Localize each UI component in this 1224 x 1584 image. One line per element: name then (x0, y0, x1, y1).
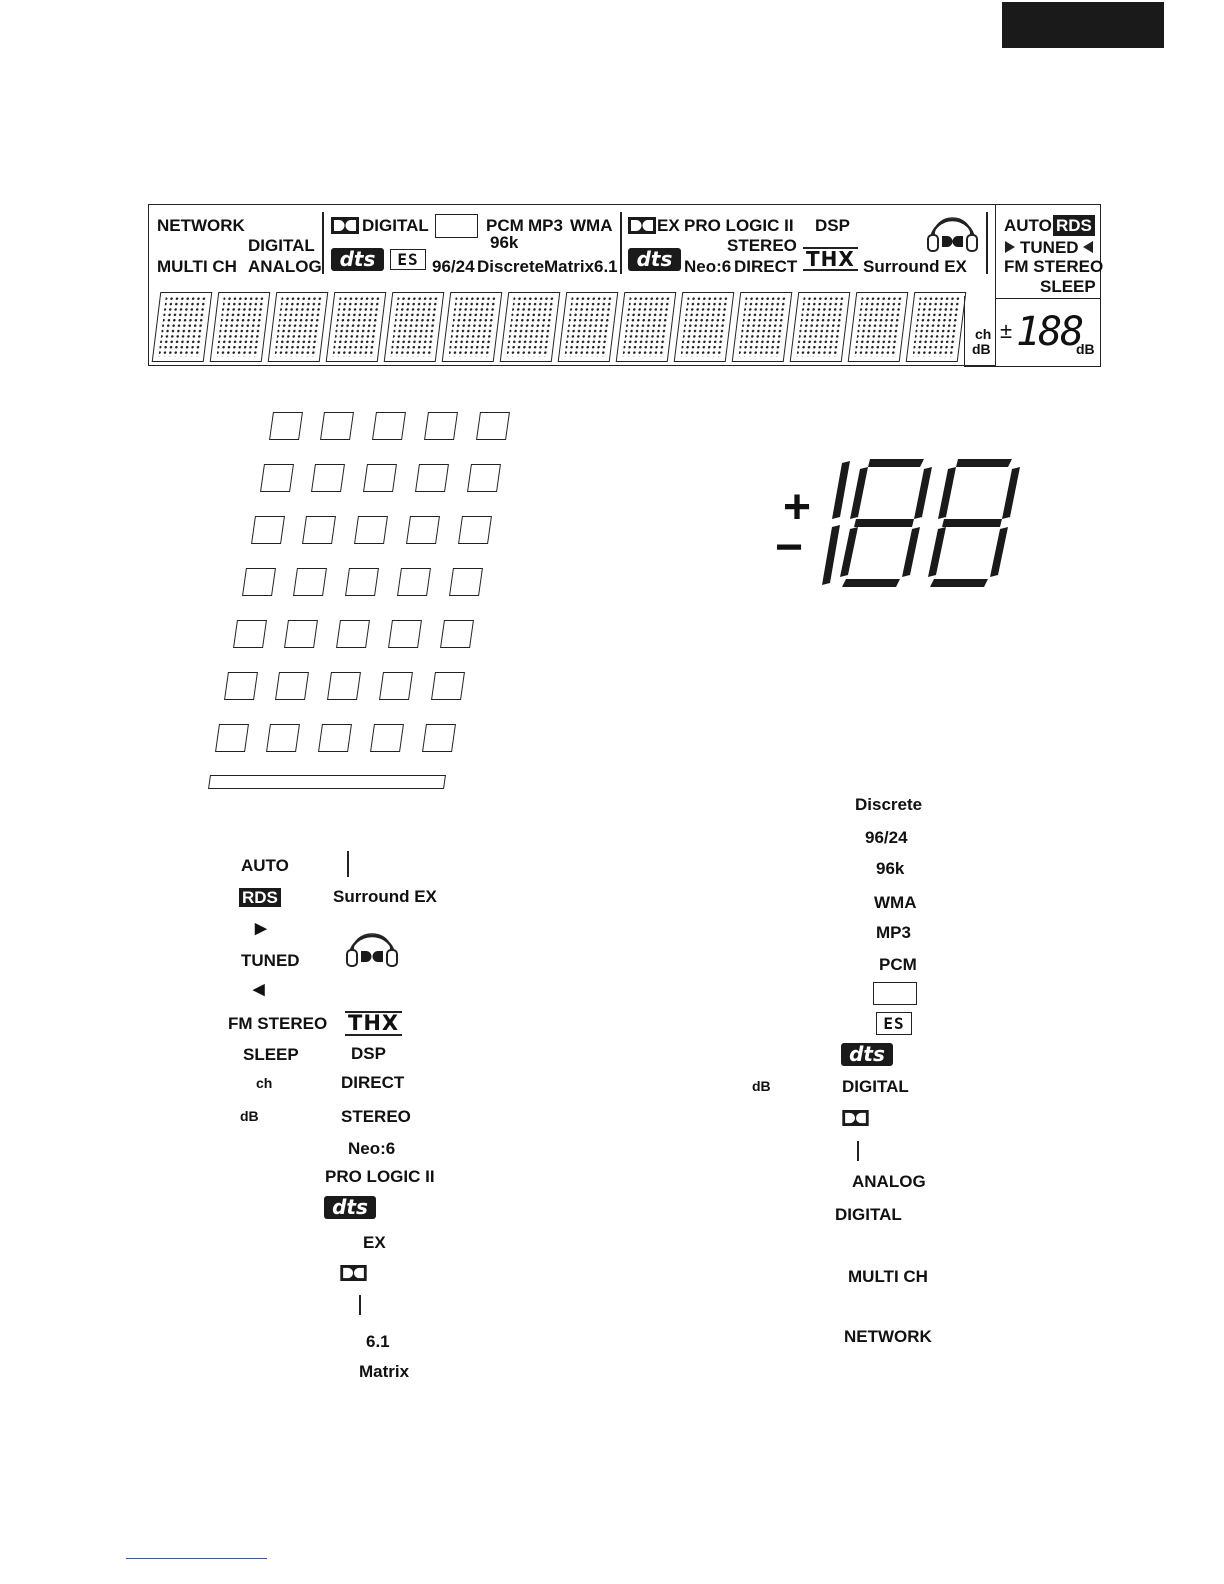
matrix-indicator: Matrix (544, 257, 595, 276)
pcm-indicator: PCM (486, 216, 524, 235)
grid-square (363, 464, 397, 492)
legend-matrix: Matrix (359, 1362, 410, 1381)
legend-dolby-icon-2 (842, 1110, 869, 1126)
legend-digital-2: DIGITAL (835, 1205, 902, 1224)
es-logo-panel: ES (390, 249, 426, 270)
grid-square (370, 724, 404, 752)
legend-sleep: SLEEP (243, 1045, 299, 1064)
tuned-arrow-right-icon (1004, 241, 1016, 253)
grid-square (311, 464, 345, 492)
legend-stereo: STEREO (341, 1107, 411, 1126)
discrete-indicator: Discrete (477, 257, 545, 276)
legend-dts-logo-1: dts (324, 1196, 376, 1219)
grid-square (406, 516, 440, 544)
stereo-indicator: STEREO (727, 236, 797, 255)
legend-ex: EX (363, 1233, 386, 1252)
grid-square (302, 516, 336, 544)
legend-multi-ch: MULTI CH (848, 1267, 928, 1286)
legend-thx-logo: THX (345, 1011, 402, 1036)
grid-square (379, 672, 413, 700)
96k-indicator: 96k (490, 233, 519, 252)
sleep-indicator: SLEEP (1040, 277, 1096, 296)
legend-arrow-left: ◀ (253, 981, 265, 998)
legend-discrete: Discrete (855, 795, 923, 814)
legend-network: NETWORK (844, 1327, 932, 1346)
legend-dts-logo-2: dts (841, 1043, 893, 1066)
legend-db-right: dB (752, 1078, 771, 1094)
dot-matrix-cell (848, 292, 909, 362)
dot-matrix-cell (674, 292, 735, 362)
grid-square (260, 464, 294, 492)
grid-square (318, 724, 352, 752)
grid-square (449, 568, 483, 596)
ex-indicator: EX (657, 216, 680, 235)
grid-square (233, 620, 267, 648)
legend-6-1: 6.1 (366, 1332, 390, 1351)
dsp-indicator: DSP (815, 216, 850, 235)
legend-surround-ex: Surround EX (333, 887, 437, 906)
legend-headphone-icon (344, 932, 400, 968)
legend-mp3: MP3 (876, 923, 911, 942)
grid-square (269, 412, 303, 440)
dot-matrix-cell (268, 292, 329, 362)
dot-matrix-cell (384, 292, 445, 362)
auto-indicator: AUTO (1004, 216, 1052, 235)
dot-matrix-cell (616, 292, 677, 362)
legend-96-24: 96/24 (865, 828, 908, 847)
dot-matrix-cell (152, 292, 213, 362)
blank-indicator-box (435, 214, 478, 238)
neo6-indicator: Neo:6 (684, 257, 732, 276)
legend-dsp: DSP (351, 1044, 386, 1063)
legend-fm-stereo: FM STEREO (228, 1014, 328, 1033)
big-minus-sign: − (775, 521, 804, 574)
grid-square (345, 568, 379, 596)
dolby-icon (331, 217, 359, 234)
tuned-arrow-left-icon (1082, 241, 1094, 253)
direct-indicator: DIRECT (734, 257, 798, 276)
thx-logo-panel: THX (803, 247, 858, 271)
grid-square (251, 516, 285, 544)
legend-divider-line-1 (347, 851, 349, 877)
dot-matrix-cell (500, 292, 561, 362)
grid-square (275, 672, 309, 700)
wma-indicator: WMA (570, 216, 613, 235)
grid-square (458, 516, 492, 544)
legend-wma: WMA (874, 893, 917, 912)
legend-neo6: Neo:6 (348, 1139, 396, 1158)
dot-matrix-cell (558, 292, 619, 362)
legend-pro-logic: PRO LOGIC II (325, 1167, 435, 1186)
grid-square (440, 620, 474, 648)
footer-line (126, 1558, 267, 1559)
grid-square (467, 464, 501, 492)
dts-logo-panel-2: dts (628, 248, 681, 271)
grid-square (215, 724, 249, 752)
legend-pcm: PCM (879, 955, 917, 974)
dot-matrix-cell (442, 292, 503, 362)
surround-ex-indicator: Surround EX (863, 257, 967, 276)
seven-segment-digits (820, 455, 1035, 590)
panel-divider-3 (986, 212, 988, 274)
multi-ch-indicator: MULTI CH (157, 257, 237, 276)
grid-square (422, 724, 456, 752)
dot-matrix-cell (906, 292, 967, 362)
dot-matrix-cell (326, 292, 387, 362)
legend-divider-line-2 (359, 1295, 361, 1315)
grid-square (327, 672, 361, 700)
dts-logo-panel-1: dts (331, 248, 384, 271)
db-indicator-right: dB (1076, 341, 1095, 357)
grid-square (354, 516, 388, 544)
legend-direct: DIRECT (341, 1073, 405, 1092)
dot-matrix-cell (210, 292, 271, 362)
network-indicator: NETWORK (157, 216, 245, 235)
grid-square (224, 672, 258, 700)
grid-square (372, 412, 406, 440)
header-bar (1002, 2, 1164, 48)
dot-matrix-cell (790, 292, 851, 362)
fm-stereo-indicator: FM STEREO (1004, 257, 1104, 276)
96-24-indicator: 96/24 (432, 257, 475, 276)
legend-rds: RDS (239, 888, 281, 907)
grid-square (431, 672, 465, 700)
ch-indicator: ch (975, 326, 992, 342)
legend-blank-box (873, 982, 917, 1005)
mp3-indicator: MP3 (528, 216, 563, 235)
grid-square (424, 412, 458, 440)
big-plus-sign: + (783, 481, 812, 534)
grid-square (320, 412, 354, 440)
analog-indicator: ANALOG (248, 257, 322, 276)
tuned-indicator: TUNED (1020, 238, 1079, 257)
dolby-icon-2 (628, 217, 656, 234)
grid-square (476, 412, 510, 440)
level-sign-small: ± (1000, 318, 1013, 343)
legend-analog: ANALOG (852, 1172, 926, 1191)
grid-square (266, 724, 300, 752)
digital-input-indicator: DIGITAL (248, 236, 315, 255)
legend-digital: DIGITAL (842, 1077, 909, 1096)
grid-square (415, 464, 449, 492)
legend-96k: 96k (876, 859, 905, 878)
grid-square (284, 620, 318, 648)
dolby-digital-indicator: DIGITAL (362, 216, 429, 235)
legend-arrow-right: ▶ (255, 920, 267, 937)
db-indicator: dB (972, 341, 991, 357)
legend-es-logo: ES (876, 1012, 912, 1035)
legend-ch: ch (256, 1075, 273, 1091)
grid-square (242, 568, 276, 596)
panel-divider-2 (620, 212, 622, 274)
legend-divider-line-3 (857, 1141, 859, 1161)
underline-segment (208, 775, 446, 789)
6-1-indicator: 6.1 (594, 257, 618, 276)
legend-auto: AUTO (241, 856, 289, 875)
level-digits-small: 188 (1016, 309, 1083, 355)
legend-dolby-icon-1 (340, 1265, 367, 1281)
grid-square (336, 620, 370, 648)
grid-square (293, 568, 327, 596)
legend-tuned: TUNED (241, 951, 300, 970)
grid-square (388, 620, 422, 648)
legend-db: dB (240, 1108, 259, 1124)
panel-divider-1 (322, 212, 324, 274)
pro-logic-indicator: PRO LOGIC II (684, 216, 794, 235)
dot-matrix-cell (732, 292, 793, 362)
rds-indicator: RDS (1053, 215, 1095, 236)
grid-square (397, 568, 431, 596)
headphone-icon-panel (925, 215, 980, 253)
